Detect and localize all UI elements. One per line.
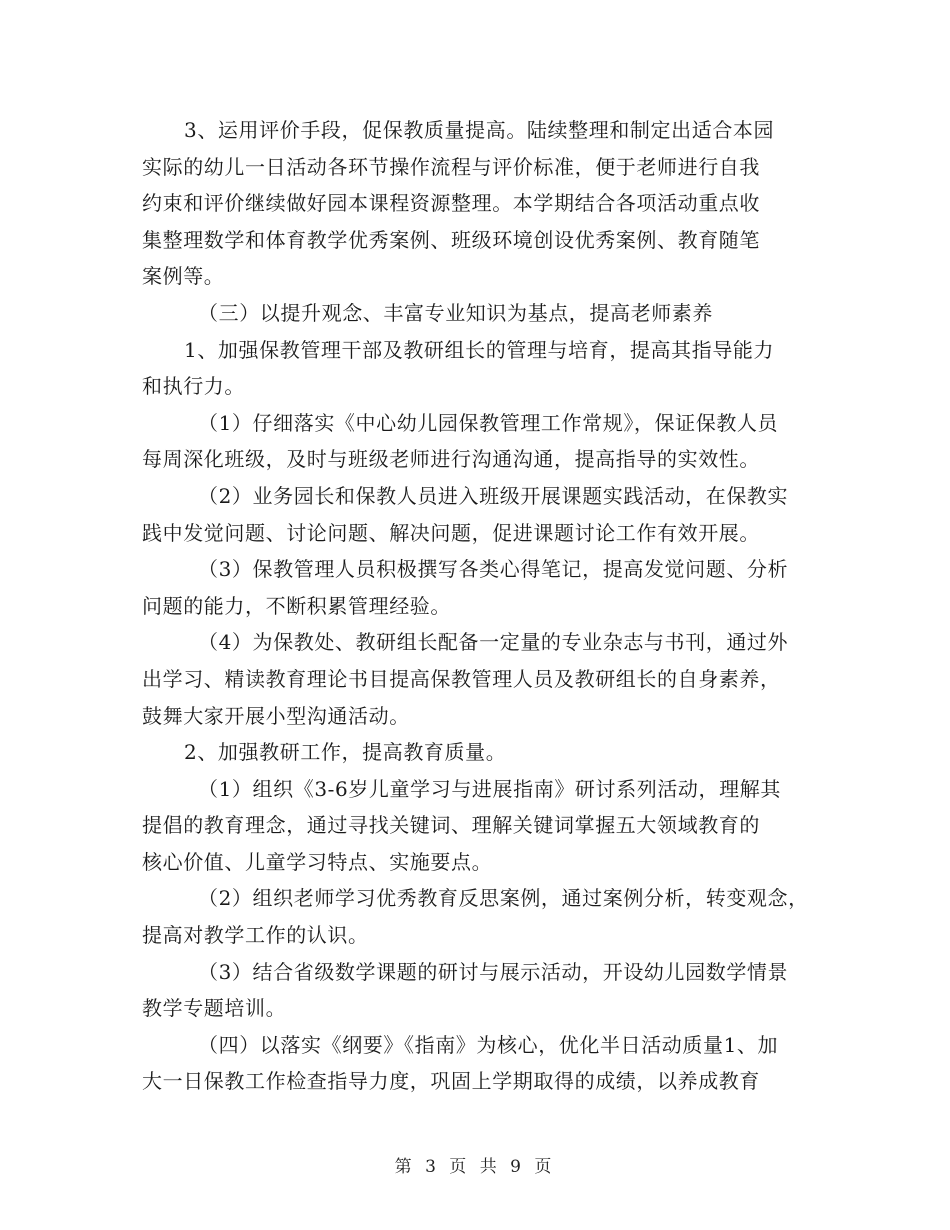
text-line: 出学习、精读教育理论书目提高保教管理人员及教研组长的自身素养， xyxy=(142,666,781,691)
text-line: 约束和评价继续做好园本课程资源整理。本学期结合各项活动重点收 xyxy=(142,191,760,216)
text-line: 大一日保教工作检查指导力度，巩固上学期取得的成绩，以养成教育 xyxy=(142,1069,760,1094)
text-line: 1、加强保教管理干部及教研组长的管理与培育，提高其指导能力 xyxy=(184,337,775,362)
text-line: （3）结合省级数学课题的研讨与展示活动，开设幼儿园数学情景 xyxy=(198,959,789,984)
text-line: 2、加强教研工作，提高教育质量。 xyxy=(184,740,507,765)
text-line: 提高对教学工作的认识。 xyxy=(142,923,369,948)
text-line: （3）保教管理人员积极撰写各类心得笔记，提高发觉问题、分析 xyxy=(198,557,789,582)
text-line: 教学专题培训。 xyxy=(142,996,287,1021)
section-heading: （四）以落实《纲要》《指南》为核心，优化半日活动质量1、加 xyxy=(198,1032,779,1057)
text-line: 鼓舞大家开展小型沟通活动。 xyxy=(142,703,410,728)
text-line: 提倡的教育理念，通过寻找关键词、理解关键词掌握五大领域教育的 xyxy=(142,813,760,838)
text-line: （2）组织老师学习优秀教育反思案例，通过案例分析，转变观念， xyxy=(198,886,809,911)
text-line: （1）组织《3-6岁儿童学习与进展指南》研讨系列活动，理解其 xyxy=(198,776,781,801)
text-line: 每周深化班级，及时与班级老师进行沟通沟通，提高指导的实效性。 xyxy=(142,447,760,472)
text-line: 实际的幼儿一日活动各环节操作流程与评价标准，便于老师进行自我 xyxy=(142,154,760,179)
body-text xyxy=(142,112,810,1100)
text-line: 集整理数学和体育教学优秀案例、班级环境创设优秀案例、教育随笔 xyxy=(142,227,760,252)
section-heading: （三）以提升观念、丰富专业知识为基点，提高老师素养 xyxy=(198,300,713,325)
text-line: 践中发觉问题、讨论问题、解决问题，促进课题讨论工作有效开展。 xyxy=(142,520,760,545)
text-line: （4）为保教处、教研组长配备一定量的专业杂志与书刊，通过外 xyxy=(198,630,789,655)
text-line: 案例等。 xyxy=(142,264,225,289)
text-line: 和执行力。 xyxy=(142,374,245,399)
page-footer: 第 3 页 共 9 页 xyxy=(394,1157,556,1177)
text-line: （2）业务园长和保教人员进入班级开展课题实践活动，在保教实 xyxy=(198,483,789,508)
text-line: 3、运用评价手段，促保教质量提高。陆续整理和制定出适合本园 xyxy=(184,118,775,142)
text-line: 问题的能力，不断积累管理经验。 xyxy=(142,593,451,618)
text-line: （1）仔细落实《中心幼儿园保教管理工作常规》，保证保教人员 xyxy=(198,410,779,435)
text-line: 核心价值、儿童学习特点、实施要点。 xyxy=(142,849,493,874)
